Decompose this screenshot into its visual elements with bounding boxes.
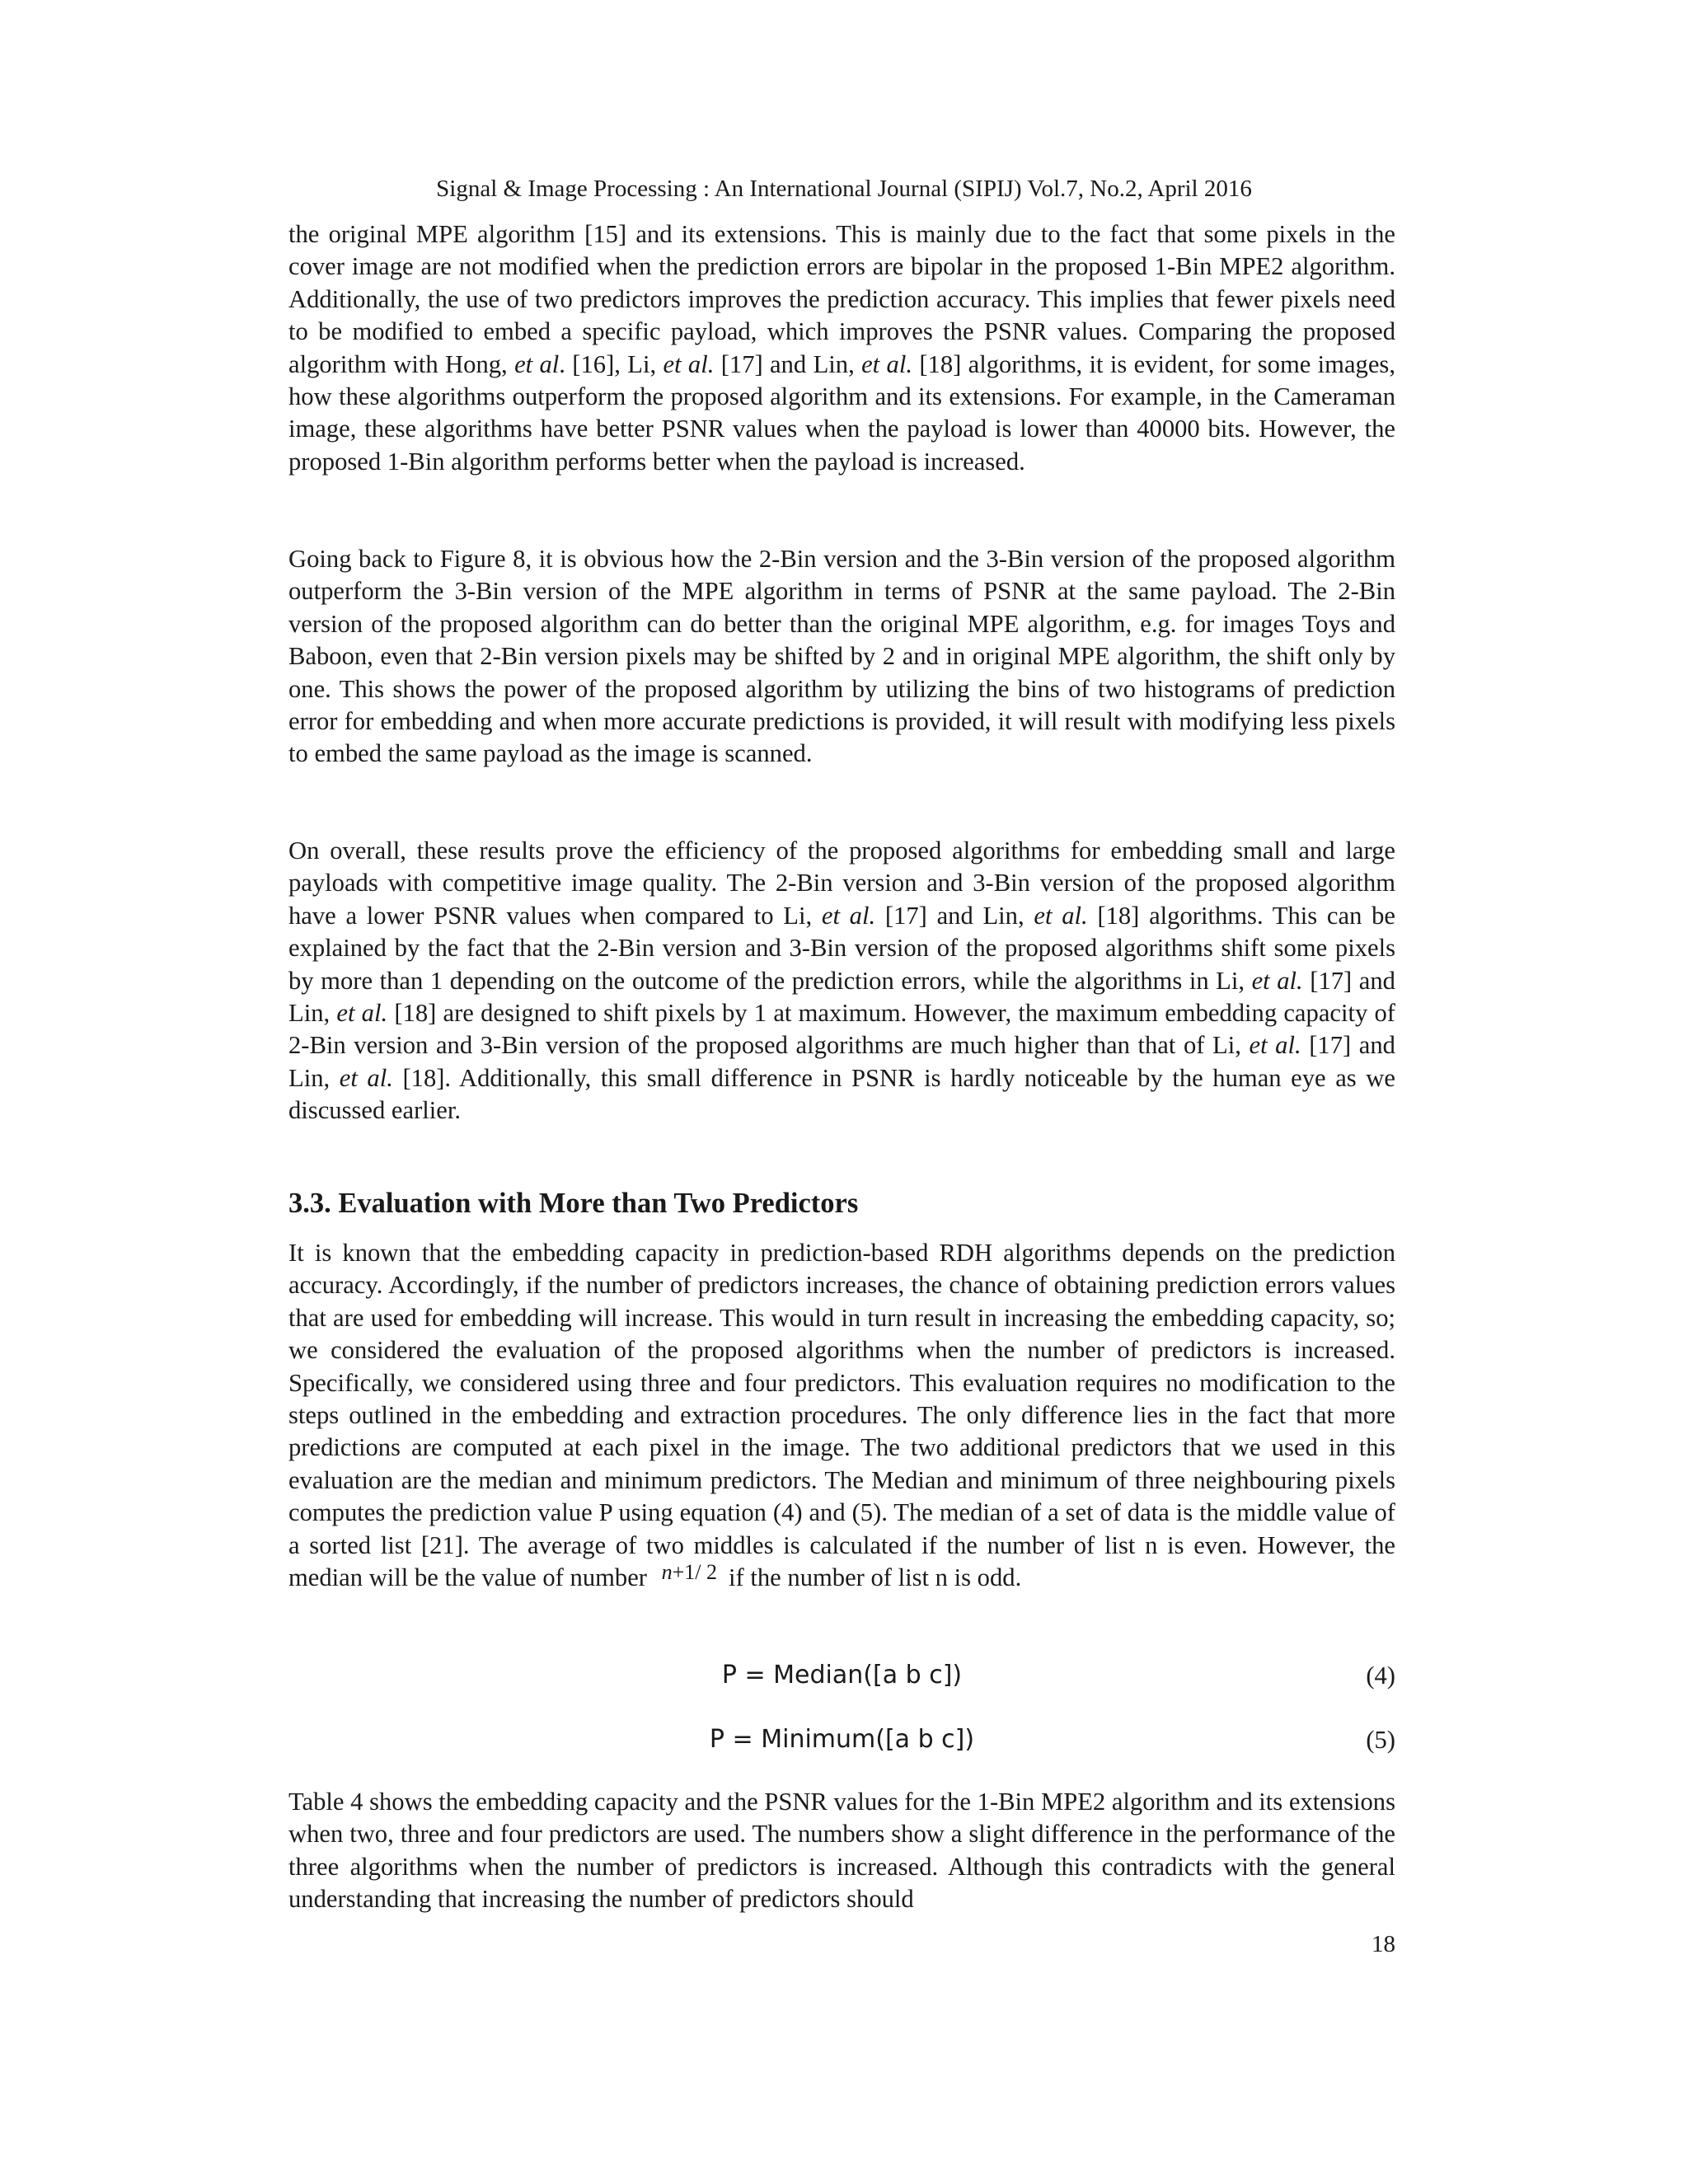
text-italic: et al. <box>861 349 912 378</box>
text-run: [18] are designed to shift pixels by 1 at maximum. However, the maximum embedding capacity of 2-Bin version and 3-Bin version of the proposed algorithms are much higher than that of Li, <box>288 999 1395 1060</box>
text-run: [18] algorithms. This can be explained by the fact that the 2-Bin version and 3-Bin version of the proposed algorithms shift some pixels by more than 1 depending on the outcome of the prediction errors, while the algorithms in Li, <box>288 901 1395 995</box>
paragraph-table4-intro: Table 4 shows the embedding capacity and the PSNR values for the 1-Bin MPE2 algorithm and its extensions when two, three and four predictors are used. The numbers show a slight difference in the performance of the three algorithms when the number of predictors is increased. Although this contradicts with the general understanding that increasing the number of predictors should <box>288 1788 1395 1914</box>
paragraph-figure8-discussion: Going back to Figure 8, it is obvious how the 2-Bin version and the 3-Bin version of the proposed algorithm outperform the 3-Bin version of the MPE algorithm in terms of PSNR at the same payload. The 2-Bin version of the proposed algorithm can do better than the original MPE algorithm, e.g. for images Toys and Baboon, even that 2-Bin version pixels may be shifted by 2 and in original MPE algorithm, the shift only by one. This shows the power of the proposed algorithm by utilizing the bins of two histograms of prediction error for embedding and when more accurate predictions is provided, it will result with modifying less pixels to embed the same payload as the image is scanned. <box>288 545 1395 768</box>
formula-variable: n <box>661 1560 673 1585</box>
text-italic: et al. <box>339 1063 393 1092</box>
text-run: the original MPE algorithm [15] and its extensions. This is mainly due to the fact that some pixels in the cover image are not modified when the prediction errors are bipolar in the proposed 1-Bin MPE2 algorithm. Additionally, the use of two predictors improves the prediction accuracy. This implies that fewer pixels need to be modified to embed a specific payload, which improves the PSNR values. Comparing the proposed algorithm with Hong, <box>288 220 1395 378</box>
text-italic: et al <box>514 349 560 378</box>
text-run: On overall, these results prove the efficiency of the proposed algorithms for embedding small and large payloads with competitive image quality. The 2-Bin version and 3-Bin version of the proposed algorithm have a lower PSNR values when compared to Li, <box>288 837 1395 930</box>
paragraph-results-comparison <box>288 218 1395 478</box>
text-italic: et al. <box>336 999 388 1028</box>
text-run: [17] and Lin, <box>714 349 862 378</box>
formula-rest: +1/ 2 <box>672 1560 718 1585</box>
text-run: . [16], Li, <box>559 349 663 378</box>
equation-number: (4) <box>1366 1661 1395 1690</box>
text-run: [18] algorithms, it is evident, for some images, how these algorithms outperform the proposed algorithm and its extensions. For example, in the Cameraman image, these algorithms have better PSNR values when the payload is lower than 40000 bits. However, the proposed 1-Bin algorithm performs better when the payload is increased. <box>288 349 1395 476</box>
inline-formula <box>662 1556 717 1588</box>
text-italic: et al. <box>1251 966 1303 995</box>
text-run: [18]. Additionally, this small difference in PSNR is hardly noticeable by the human eye as we discussed earlier. <box>288 1063 1395 1125</box>
journal-header: Signal & Image Processing : An International Journal (SIPIJ) Vol.7, No.2, April 2016 <box>436 176 1252 202</box>
text-italic: et al. <box>821 901 876 930</box>
equation-body: P = Minimum([a b c]) <box>709 1725 975 1754</box>
text-italic: et al. <box>1249 1031 1301 1060</box>
paragraph-overall-results <box>288 835 1395 1127</box>
equation-4 <box>288 1657 1395 1694</box>
text-run: [17] and Lin, <box>288 1031 1395 1092</box>
text-run: [17] and Lin, <box>875 901 1034 930</box>
page-number: 18 <box>1372 1931 1395 1957</box>
paragraph-more-predictors <box>288 1237 1395 1595</box>
section-heading: 3.3. Evaluation with More than Two Predictors <box>288 1188 859 1219</box>
text-italic: et al. <box>663 349 715 378</box>
equation-body: P = Median([a b c]) <box>721 1661 963 1690</box>
text-italic: et al. <box>1034 901 1088 930</box>
text-run: [17] and Lin, <box>288 966 1395 1028</box>
text-run: It is known that the embedding capacity in prediction-based RDH algorithms depends on the prediction accuracy. Accordingly, if the number of predictors increases, the chance of obtaining prediction errors values that are used for embedding will increase. This would in turn result in increasing the embedding capacity, so; we considered the evaluation of the proposed algorithms when the number of predictors is increased. Specifically, we considered using three and four predictors. This evaluation requires no modification to the steps outlined in the embedding and extraction procedures. The only difference lies in the fact that more predictions are computed at each pixel in the image. The two additional predictors that we used in this evaluation are the median and minimum predictors. The Median and minimum of three neighbouring pixels computes the prediction value P using equation (4) and (5). The median of a set of data is the middle value of a sorted list [21]. The average of two middles is calculated if the number of list n is even. However, the median will be the value of number <box>288 1239 1395 1592</box>
equation-5 <box>288 1722 1395 1758</box>
text-run: if the number of list n is odd. <box>729 1563 1022 1592</box>
equation-number: (5) <box>1366 1726 1395 1754</box>
